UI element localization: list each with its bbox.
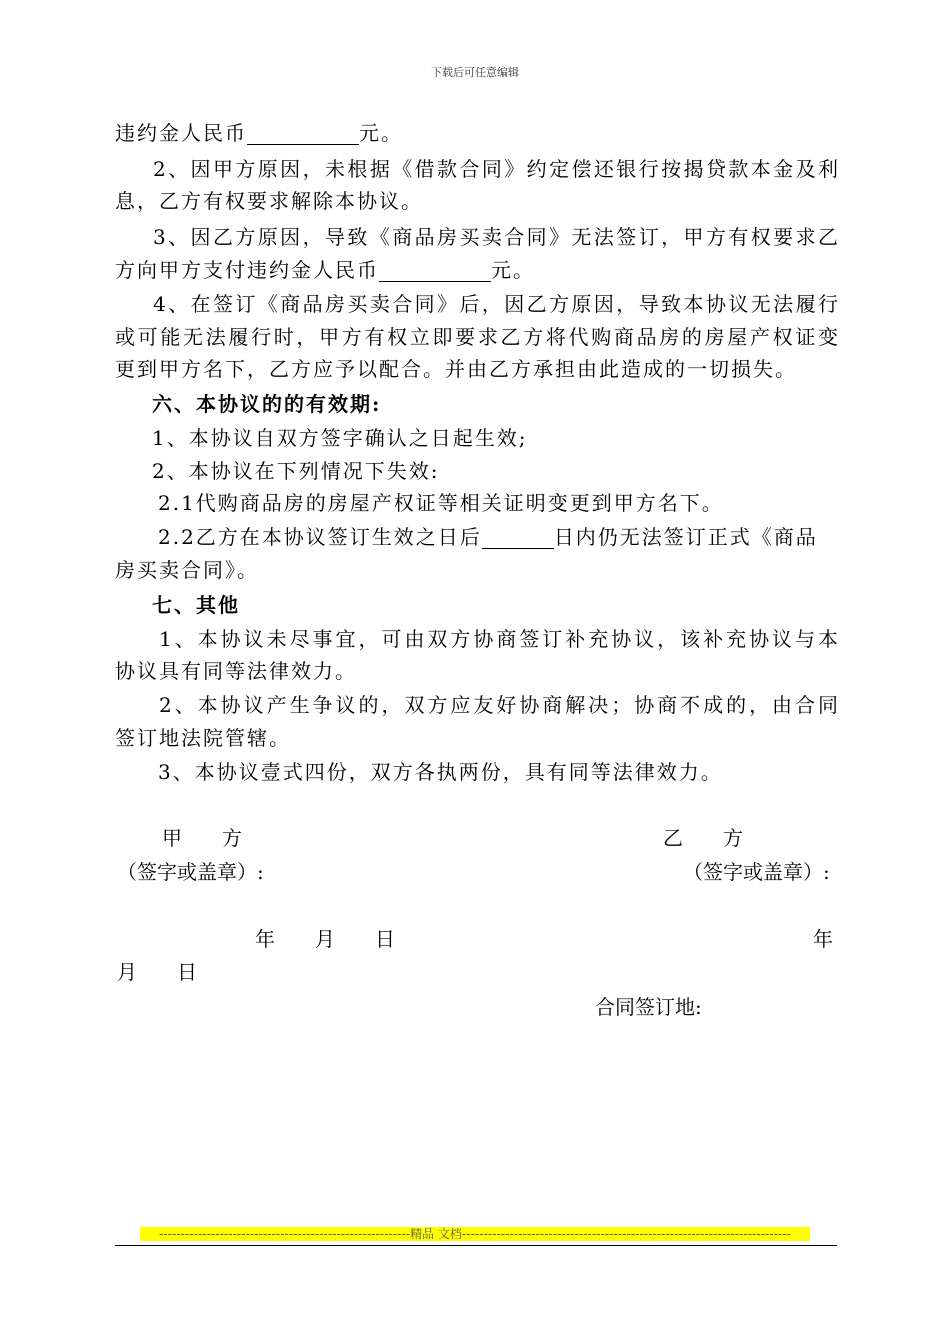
footer-banner: ----------------------------------------------------------精品 文档---------------------------------------------------------------------------- [140, 1227, 810, 1241]
section-heading: 七、其他 [152, 593, 240, 617]
party-a-signature-label: （签字或盖章）: [117, 860, 264, 884]
body-line: 2、本协议产生争议的，双方应友好协商解决；协商不成的，由合同 [159, 693, 840, 717]
body-line: 2、本协议在下列情况下失效: [152, 459, 440, 483]
body-line: 4、在签订《商品房买卖合同》后，因乙方原因，导致本协议无法履行 [153, 292, 840, 316]
blank-field [482, 528, 554, 549]
body-line: 房买卖合同》。 [115, 558, 259, 582]
party-a-label: 甲 方 [162, 826, 242, 850]
text: 元。 [359, 121, 403, 145]
body-line: 协议具有同等法律效力。 [115, 659, 357, 683]
body-line: 息，乙方有权要求解除本协议。 [115, 189, 423, 213]
party-b-year: 年 [813, 927, 833, 951]
text: 违约金人民币 [115, 121, 247, 145]
blank-field [247, 124, 359, 145]
body-line: 2.1代购商品房的房屋产权证等相关证明变更到甲方名下。 [158, 491, 724, 515]
body-line [115, 258, 840, 282]
party-b-label: 乙 方 [663, 826, 743, 850]
text: 方向甲方支付违约金人民币 [115, 258, 379, 282]
text: 元。 [491, 258, 535, 282]
signing-place-label: 合同签订地: [595, 995, 702, 1019]
body-line: 3、因乙方原因，导致《商品房买卖合同》无法签订，甲方有权要求乙 [153, 225, 840, 249]
party-b-signature-label: （签字或盖章）: [683, 860, 830, 884]
body-line: 1、本协议未尽事宜，可由双方协商签订补充协议，该补充协议与本 [159, 627, 840, 651]
body-line: 2、因甲方原因，未根据《借款合同》约定偿还银行按揭贷款本金及利 [153, 157, 840, 181]
body-line: 3、本协议壹式四份，双方各执两份，具有同等法律效力。 [158, 760, 723, 784]
party-a-date: 年 月 日 [255, 927, 395, 951]
body-line: 更到甲方名下，乙方应予以配合。并由乙方承担由此造成的一切损失。 [115, 357, 797, 381]
text: 日内仍无法签订正式《商品 [553, 525, 818, 549]
footer-rule [115, 1245, 837, 1246]
body-line: 签订地法院管辖。 [115, 726, 291, 750]
page-header: 下载后可任意编辑 [431, 66, 519, 79]
section-heading: 六、本协议的的有效期: [152, 392, 382, 416]
body-line: 1、本协议自双方签字确认之日起生效; [152, 426, 528, 450]
body-line [158, 525, 883, 549]
blank-field [379, 261, 491, 282]
party-b-month-day: 月 日 [117, 960, 197, 984]
body-line [115, 121, 840, 145]
body-line: 或可能无法履行时，甲方有权立即要求乙方将代购商品房的房屋产权证变 [115, 325, 840, 349]
text: 2.2乙方在本协议签订生效之日后 [158, 525, 482, 549]
